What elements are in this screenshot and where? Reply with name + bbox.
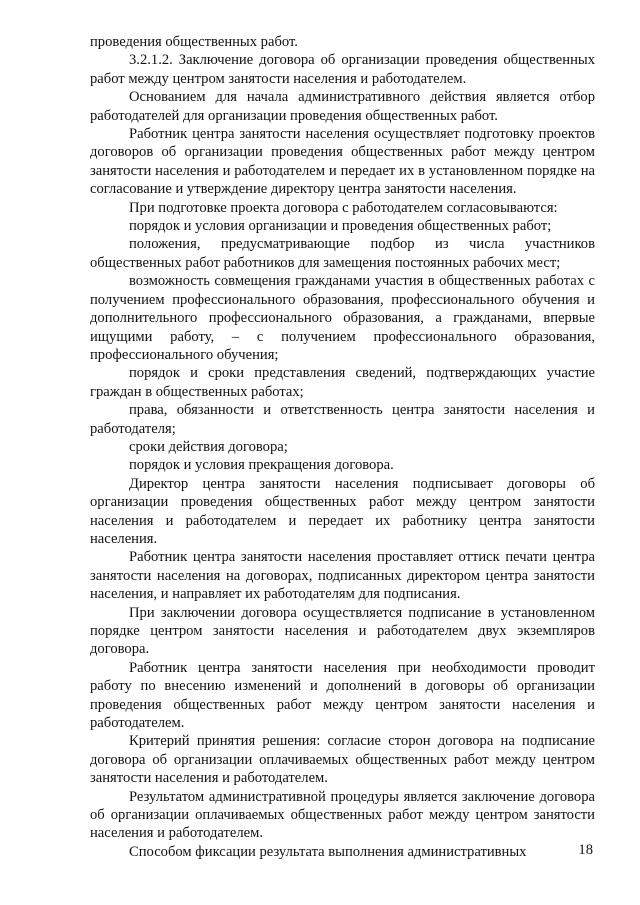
paragraph: Работник центра занятости населения осуществляет подготовку проектов договоров об организации проведения общественных работ между центром занятости населения и работодателем и передает их в установленном порядке на согласование и утверждение директору центра занятости населения. — [90, 126, 595, 198]
paragraph: Основанием для начала административного действия является отбор работодателей для организации проведения общественных работ. — [90, 89, 595, 124]
list-item: порядок и сроки представления сведений, подтверждающих участие граждан в общественных работах; — [90, 365, 595, 400]
paragraph: Директор центра занятости населения подписывает договоры об организации проведения общественных работ между центром занятости населения и работодателем и передает их работнику центра занятости населения. — [90, 475, 595, 547]
list-item: права, обязанности и ответственность центра занятости населения и работодателя; — [90, 402, 595, 437]
list-item: сроки действия договора; — [129, 438, 288, 455]
paragraph: При подготовке проекта договора с работодателем согласовываются: — [129, 199, 558, 216]
paragraph: При заключении договора осуществляется подписание в установленном порядке центром занятости населения и работодателем двух экземпляров договора. — [90, 604, 595, 658]
paragraph: Работник центра занятости населения при необходимости проводит работу по внесению изменений и дополнений в договоры об организации проведения общественных работ между центром занятости населения и работодателем. — [90, 659, 595, 732]
document-page — [90, 33, 595, 861]
list-item: порядок и условия прекращения договора. — [129, 457, 394, 474]
page-number: 18 — [578, 842, 593, 858]
paragraph-section-heading: 3.2.1.2. Заключение договора об организации проведения общественных работ между центром занятости населения и работодателем. — [90, 52, 595, 87]
paragraph: Способом фиксации результата выполнения административных — [129, 843, 527, 860]
paragraph: Результатом административной процедуры является заключение договора об организации оплачиваемых общественных работ между центром занятости населения и работодателем. — [90, 788, 595, 842]
list-item: порядок и условия организации и проведения общественных работ; — [129, 218, 552, 235]
paragraph: Работник центра занятости населения проставляет оттиск печати центра занятости населения на договорах, подписанных директором центра занятости населения, и направляет их работодателям для подписания. — [90, 549, 595, 603]
paragraph-continuation: проведения общественных работ. — [90, 34, 298, 50]
list-item: возможность совмещения гражданами участия в общественных работах с получением профессионального образования, профессионального обучения и дополнительного профессионального образования, а гражданами, впервые ищущими работу, – с получением профессионального образования, профессионального обучения; — [90, 273, 595, 363]
paragraph: Критерий принятия решения: согласие сторон договора на подписание договора об организации оплачиваемых общественных работ между центром занятости населения и работодателем. — [90, 733, 595, 787]
list-item: положения, предусматривающие подбор из числа участников общественных работ работников для замещения постоянных рабочих мест; — [90, 236, 595, 271]
